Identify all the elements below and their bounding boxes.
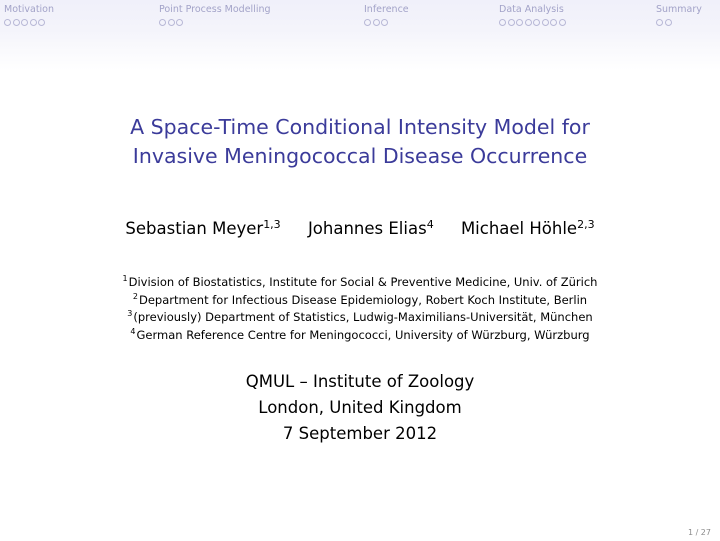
venue-date: 7 September 2012 [282,424,438,443]
title-line-2: Invasive Meningococcal Disease Occurrence [132,144,588,168]
author-affiliation-marks: 4 [426,218,434,231]
nav-section-data-analysis[interactable] [499,4,567,26]
author-affiliation-marks: 2,3 [577,218,595,231]
affiliation-mark: 3 [127,309,133,318]
slide-title [0,113,720,171]
nav-section-motivation[interactable] [4,4,54,26]
affiliation [0,274,720,292]
nav-section-label: Motivation [4,4,55,15]
affiliation-mark: 2 [132,291,138,301]
nav-section-point-process-modelling[interactable] [159,4,271,26]
author-affiliation-marks: 1,3 [263,218,281,231]
nav-section-label: Inference [364,4,409,15]
nav-section-label: Point Process Modelling [159,4,271,15]
affiliation-text: German Reference Centre for Meningococci, University of Würzburg, Würzburg [136,327,590,342]
nav-section-dots[interactable] [159,19,271,26]
navigation-bar [0,0,720,70]
author-name: Michael Höhle [460,219,578,238]
title-line-1: A Space-Time Conditional Intensity Model for [130,115,590,139]
nav-section-summary[interactable] [656,4,702,26]
author [308,217,434,241]
author [125,217,280,241]
affiliation-text: (previously) Department of Statistics, Ludwig-Maximilians-Universität, München [133,310,593,324]
affiliation [0,292,720,310]
venue-location: London, United Kingdom [258,398,462,417]
nav-section-dots[interactable] [4,19,54,26]
author [461,217,595,241]
nav-section-label: Data Analysis [499,4,564,15]
affiliation-list [0,274,720,344]
affiliation-text: Department for Infectious Disease Epidemiology, Robert Koch Institute, Berlin [138,292,588,307]
author-name: Johannes Elias [307,219,427,238]
author-name: Sebastian Meyer [125,219,264,238]
affiliation [0,309,720,327]
affiliation-mark: 1 [122,274,128,283]
page-number: 1 / 27 [687,528,711,537]
nav-section-inference[interactable] [364,4,409,26]
affiliation [0,327,720,345]
venue-info [0,369,720,447]
nav-section-dots[interactable] [499,19,567,26]
nav-section-dots[interactable] [364,19,409,26]
nav-section-dots[interactable] [656,19,702,26]
venue-institution: QMUL – Institute of Zoology [245,372,475,391]
nav-section-label: Summary [656,4,702,15]
affiliation-mark: 4 [130,326,136,336]
author-list [0,217,720,241]
affiliation-text: Division of Biostatistics, Institute for Social & Preventive Medicine, Univ. of Zürich [128,275,598,289]
